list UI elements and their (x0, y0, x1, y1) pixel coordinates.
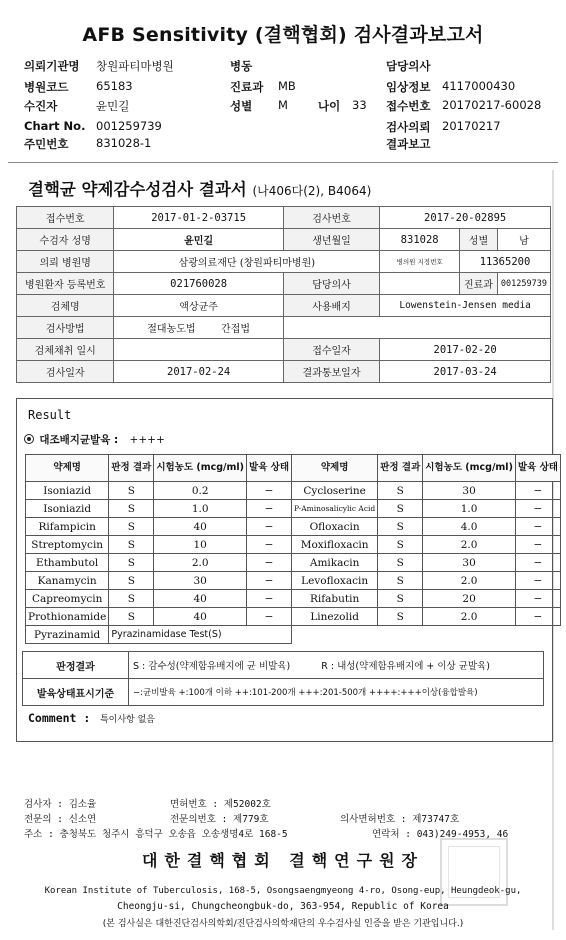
drug-judge: S (109, 536, 154, 554)
doctor-label-cell: 담당의사 (283, 273, 379, 295)
medium-value: Lowenstein-Jensen media (380, 295, 551, 317)
dept-label-cell: 진료과 (460, 273, 498, 295)
growth-label: 발육상태표시기준 (23, 679, 129, 706)
report-title (28, 176, 371, 200)
drug-judge: S (378, 608, 423, 626)
designated-label: 병의원 지정번호 (380, 251, 460, 273)
drug-name: Linezolid (292, 608, 378, 626)
table-row (26, 518, 561, 536)
collect-value (114, 339, 283, 361)
drug-name: P-Aminosalicylic Acid (292, 500, 378, 518)
drug-conc: 40 (154, 518, 247, 536)
drug-conc: 30 (154, 572, 247, 590)
judgement-legend-table (22, 651, 544, 706)
report-title-text: 결핵균 약제감수성검사 결과서 (28, 180, 247, 199)
specimen-label: 검체명 (17, 295, 114, 317)
comment-text: 특이사항 없음 (99, 715, 155, 725)
sex-value: M (278, 98, 288, 112)
specialist: 전문의 : 신소연 (24, 814, 97, 825)
col-drug: 약제명 (26, 455, 109, 482)
exam-no-label: 검사번호 (283, 207, 379, 229)
ward-label: 병동 (230, 59, 253, 73)
drug-conc: 30 (423, 554, 516, 572)
contact: 연락처 : 043)249-4953, 46 (372, 829, 509, 840)
chart-value: 001259739 (96, 119, 162, 133)
hosp-code-value: 65183 (96, 79, 133, 93)
method-blank (283, 317, 550, 339)
examiner-license: 면허번호 : 제52002호 (170, 799, 271, 810)
table-row (26, 536, 561, 554)
drug-judge: S (109, 482, 154, 500)
table-row (26, 590, 561, 608)
judge-s-text: S : 감수성(약제함유배지에 균 비발육) (133, 661, 291, 672)
drug-conc: 1.0 (154, 500, 247, 518)
drug-conc: 2.0 (423, 572, 516, 590)
drug-growth: − (247, 518, 292, 536)
test-date-value: 2017-02-24 (114, 361, 283, 383)
result-title: Result (28, 408, 72, 422)
drug-judge: S (378, 572, 423, 590)
drug-growth: − (515, 590, 560, 608)
receipt-no-label: 접수번호 (17, 207, 114, 229)
hosp-code-label: 병원코드 (24, 80, 69, 94)
method-indirect: 간접법 (221, 324, 250, 335)
comment (28, 711, 155, 725)
receipt-no-value: 2017-01-2-03715 (114, 207, 283, 229)
drug-growth: − (247, 482, 292, 500)
birth-label: 생년월일 (283, 229, 379, 251)
col-growth: 발육 상태 (247, 455, 292, 482)
drug-conc: 30 (423, 482, 516, 500)
drug-conc: 40 (154, 590, 247, 608)
age-label: 나이 (318, 99, 341, 113)
drug-judge: S (109, 608, 154, 626)
designated-value: 11365200 (460, 251, 551, 273)
drug-name: Rifabutin (292, 590, 378, 608)
request-label: 검사의뢰 (386, 120, 431, 134)
drug-conc: 1.0 (423, 500, 516, 518)
col-conc-2: 시험농도 (mcg/ml) (423, 455, 516, 482)
sex-value-cell: 남 (497, 229, 550, 251)
drug-judge: S (109, 572, 154, 590)
sex-label: 성별 (230, 99, 253, 113)
specimen-value: 액상균주 (114, 295, 283, 317)
receipt-label: 접수번호 (386, 99, 431, 113)
judge-label: 판정결과 (23, 652, 129, 679)
drug-judge: S (378, 500, 423, 518)
certification-note: (본 검사실은 대한진단검사의학회/진단검사의학재단의 우수검사실 인증을 받은 기관입니다.) (102, 919, 464, 929)
growth-text: −:균비발육 +:100개 이하 ++:101-200개 +++:201-500개 ++++:+++이상(융합발육) (129, 679, 544, 706)
drug-conc: 40 (154, 608, 247, 626)
table-row (26, 572, 561, 590)
drug-name: Capreomycin (26, 590, 109, 608)
drug-conc: 20 (423, 590, 516, 608)
drug-conc: 2.0 (423, 536, 516, 554)
judge-text (129, 652, 544, 679)
clinical-value: 4117000430 (442, 79, 516, 93)
method-label: 검사방법 (17, 317, 114, 339)
patient-name-label: 수검자 성명 (17, 229, 114, 251)
drug-growth: − (515, 482, 560, 500)
drug-judge: S (378, 554, 423, 572)
hospital-label: 의뢰기관명 (24, 59, 80, 73)
col-growth-2: 발육 상태 (515, 455, 560, 482)
section-divider (8, 162, 558, 163)
drug-growth: − (515, 518, 560, 536)
request-value: 20170217 (442, 119, 501, 133)
drug-conc: 2.0 (154, 554, 247, 572)
drug-judge: S (109, 590, 154, 608)
form-code: (나406다(2), B4064) (252, 184, 372, 198)
patient-value: 윤민길 (96, 99, 130, 113)
receipt-value: 20170217-60028 (442, 98, 542, 112)
drug-conc: 0.2 (154, 482, 247, 500)
dept-value-cell: 001259739 (497, 273, 550, 295)
drug-name: Cycloserine (292, 482, 378, 500)
sex-label-cell: 성별 (460, 229, 498, 251)
chart-label: Chart No. (24, 119, 86, 133)
doctor-license: 의사면허번호 : 제73747호 (340, 814, 460, 825)
drug-growth: − (247, 608, 292, 626)
drug-growth: − (247, 554, 292, 572)
req-hospital-value: 삼광의료재단 (창원파티마병원) (114, 251, 380, 273)
drug-sensitivity-table (25, 454, 561, 644)
reg-no-value: 021760028 (114, 273, 283, 295)
drug-growth: − (515, 536, 560, 554)
dept-label: 진료과 (230, 80, 264, 94)
english-address-1: Korean Institute of Tuberculosis, 168-5, Osongsaengmyeong 4-ro, Osong-eup, Heungdeok-gu, (44, 886, 522, 896)
clinical-label: 임상정보 (386, 80, 431, 94)
col-drug-2: 약제명 (292, 455, 378, 482)
drug-judge: S (109, 500, 154, 518)
drug-judge: S (378, 518, 423, 536)
drug-name: Levofloxacin (292, 572, 378, 590)
drug-name: Ofloxacin (292, 518, 378, 536)
table-row (26, 608, 561, 626)
req-hospital-label: 의뢰 병원명 (17, 251, 114, 273)
judge-r-text: R : 내성(약제함유배지에 + 이상 균발육) (321, 661, 490, 672)
pza-test: Pyrazinamidase Test(S) (109, 626, 292, 644)
drug-name: Isoniazid (26, 500, 109, 518)
drug-growth: − (515, 572, 560, 590)
hospital-value: 창원파티마병원 (96, 59, 174, 73)
id-value: 831028-1 (96, 136, 152, 150)
pza-name: Pyrazinamid (26, 626, 109, 644)
patient-info-table (16, 206, 551, 383)
reg-no-label: 병원환자 등록번호 (17, 273, 114, 295)
drug-name: Prothionamide (26, 608, 109, 626)
table-row (26, 554, 561, 572)
address: 주소 : 충청북도 청주시 흥덕구 오송읍 오송생명4로 168-5 (24, 829, 288, 840)
drug-name: Kanamycin (26, 572, 109, 590)
exam-no-value: 2017-20-02895 (380, 207, 551, 229)
accept-value: 2017-02-20 (380, 339, 551, 361)
drug-growth: − (515, 554, 560, 572)
patient-label: 수진자 (24, 99, 58, 113)
test-date-label: 검사일자 (17, 361, 114, 383)
drug-growth: − (247, 536, 292, 554)
drug-name: Amikacin (292, 554, 378, 572)
drug-name: Isoniazid (26, 482, 109, 500)
col-conc: 시험농도 (mcg/ml) (154, 455, 247, 482)
english-address-2: Cheongju-si, Chungcheongbuk-do, 363-954, Republic of Korea (117, 901, 449, 912)
patient-name-value: 윤민길 (114, 229, 283, 251)
drug-judge: S (378, 536, 423, 554)
bullet-circle-icon (24, 434, 34, 444)
drug-judge: S (109, 518, 154, 536)
drug-conc: 10 (154, 536, 247, 554)
birth-value: 831028 (380, 229, 460, 251)
method-absolute: 절대농도법 (147, 324, 196, 335)
notify-value: 2017-03-24 (380, 361, 551, 383)
table-row (26, 482, 561, 500)
report-label: 결과보고 (386, 137, 431, 151)
control-value: ++++ (129, 434, 165, 446)
medium-label: 사용배지 (283, 295, 379, 317)
doctor-label: 담당의사 (386, 59, 431, 73)
collect-label: 검체채취 일시 (17, 339, 114, 361)
control-growth (24, 432, 165, 447)
drug-name: Moxifloxacin (292, 536, 378, 554)
accept-label: 접수일자 (283, 339, 379, 361)
drug-growth: − (515, 608, 560, 626)
drug-judge: S (378, 482, 423, 500)
col-judge: 판정 결과 (109, 455, 154, 482)
drug-name: Streptomycin (26, 536, 109, 554)
doctor-value-cell (380, 273, 460, 295)
drug-growth: − (247, 572, 292, 590)
drug-conc: 2.0 (423, 608, 516, 626)
institute-name: 대한결핵협회 결핵연구원장 (141, 851, 425, 870)
drug-name: Rifampicin (26, 518, 109, 536)
drug-growth: − (247, 500, 292, 518)
method-value (114, 317, 283, 339)
control-label: 대조배지균발육 : (39, 434, 119, 446)
drug-growth: − (515, 500, 560, 518)
col-judge-2: 판정 결과 (378, 455, 423, 482)
id-label: 주민번호 (24, 137, 69, 151)
drug-judge: S (378, 590, 423, 608)
comment-label: Comment : (28, 711, 91, 725)
age-value: 33 (352, 98, 367, 112)
dept-value: MB (278, 79, 296, 93)
drug-name: Ethambutol (26, 554, 109, 572)
specialist-license: 전문의번호 : 제779호 (170, 814, 269, 825)
drug-growth: − (247, 590, 292, 608)
report-header-title: AFB Sensitivity (결핵협회) 검사결과보고서 (82, 24, 484, 46)
drug-conc: 4.0 (423, 518, 516, 536)
notify-label: 결과통보일자 (283, 361, 379, 383)
table-row (26, 500, 561, 518)
drug-judge: S (109, 554, 154, 572)
examiner: 검사자 : 김소율 (24, 799, 97, 810)
